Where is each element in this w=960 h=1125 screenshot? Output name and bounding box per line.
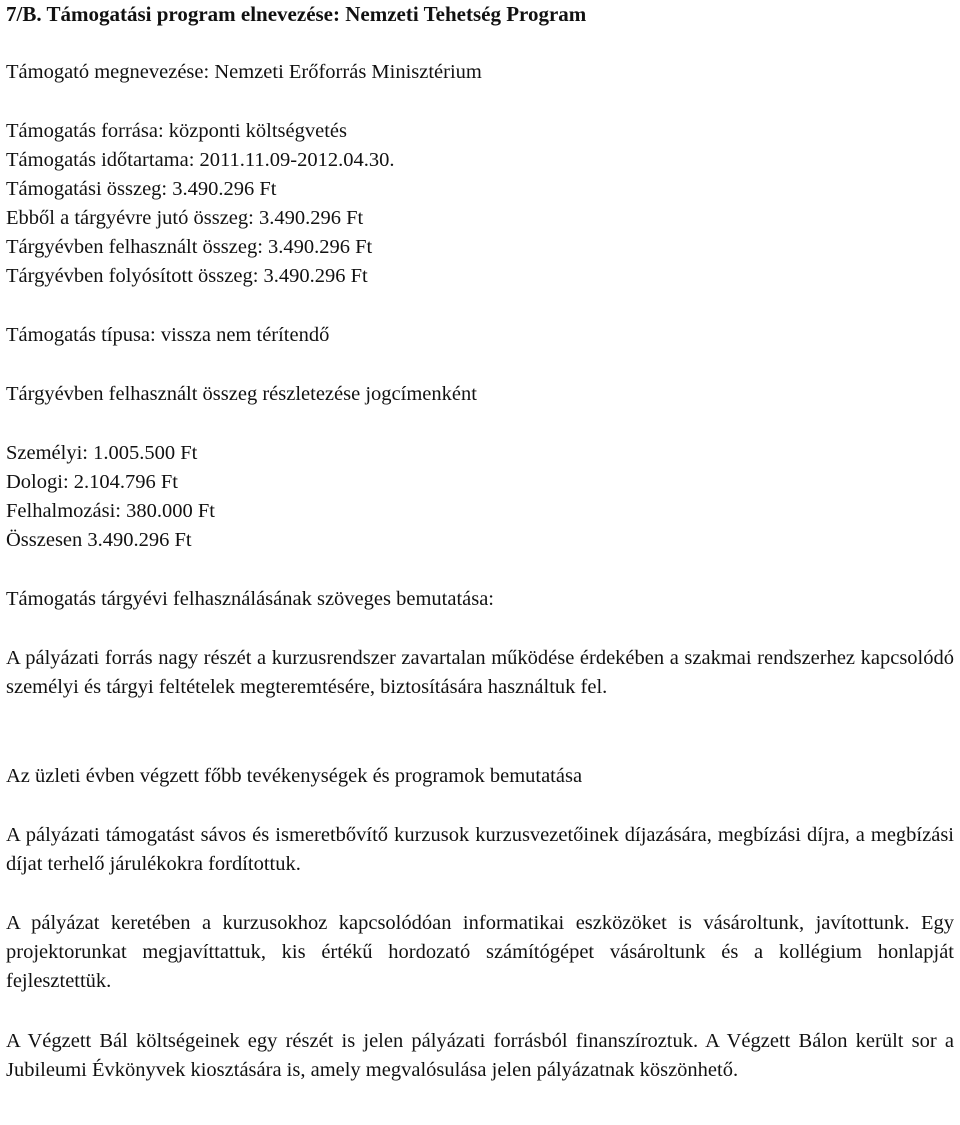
source-line: Támogatás forrása: központi költségvetés	[6, 120, 347, 142]
activities-paragraph-1: A pályázati támogatást sávos és ismeretbővítő kurzusok kurzusvezetőinek díjazására, megbízási díjra, a megbízási díjat terhelő járulékokra fordítottuk.	[6, 824, 954, 875]
breakdown-heading: Tárgyévben felhasznált összeg részletezése jogcímenként	[6, 383, 477, 405]
duration-line: Támogatás időtartama: 2011.11.09-2012.04.30.	[6, 149, 395, 171]
used-amount-line: Tárgyévben felhasznált összeg: 3.490.296 Ft	[6, 236, 373, 258]
breakdown-material: Dologi: 2.104.796 Ft	[6, 471, 178, 493]
amount-line: Támogatási összeg: 3.490.296 Ft	[6, 178, 277, 200]
usage-paragraph: A pályázati forrás nagy részét a kurzusrendszer zavartalan működése érdekében a szakmai rendszerhez kapcsolódó személyi és tárgyi feltételek megteremtésére, biztosítására használtuk fel.	[6, 647, 954, 698]
usage-heading: Támogatás tárgyévi felhasználásának szöveges bemutatása:	[6, 588, 495, 610]
breakdown-investment: Felhalmozási: 380.000 Ft	[6, 500, 215, 522]
supporter-line: Támogató megnevezése: Nemzeti Erőforrás Minisztérium	[6, 61, 482, 83]
breakdown-total: Összesen 3.490.296 Ft	[6, 529, 192, 551]
disbursed-amount-line: Tárgyévben folyósított összeg: 3.490.296 Ft	[6, 265, 368, 287]
breakdown-personal: Személyi: 1.005.500 Ft	[6, 442, 198, 464]
activities-paragraph-2: A pályázat keretében a kurzusokhoz kapcsolódóan informatikai eszközöket is vásároltunk, javítottunk. Egy projektorunkat megjavíttattuk, kis értékű hordozató számítógépet vásároltunk és a kollégium honlapját fejlesztettük.	[6, 912, 954, 992]
year-share-line: Ebből a tárgyévre jutó összeg: 3.490.296 Ft	[6, 207, 364, 229]
activities-paragraph-3: A Végzett Bál költségeinek egy részét is jelen pályázati forrásból finanszíroztuk. A Végzett Bálon került sor a Jubileumi Évkönyvek kiosztására is, amely megvalósulása jelen pályázatnak köszönhető.	[6, 1030, 954, 1081]
program-title: 7/B. Támogatási program elnevezése: Nemzeti Tehetség Program	[6, 2, 587, 26]
support-type-line: Támogatás típusa: vissza nem térítendő	[6, 324, 330, 346]
activities-heading: Az üzleti évben végzett főbb tevékenységek és programok bemutatása	[6, 765, 583, 787]
